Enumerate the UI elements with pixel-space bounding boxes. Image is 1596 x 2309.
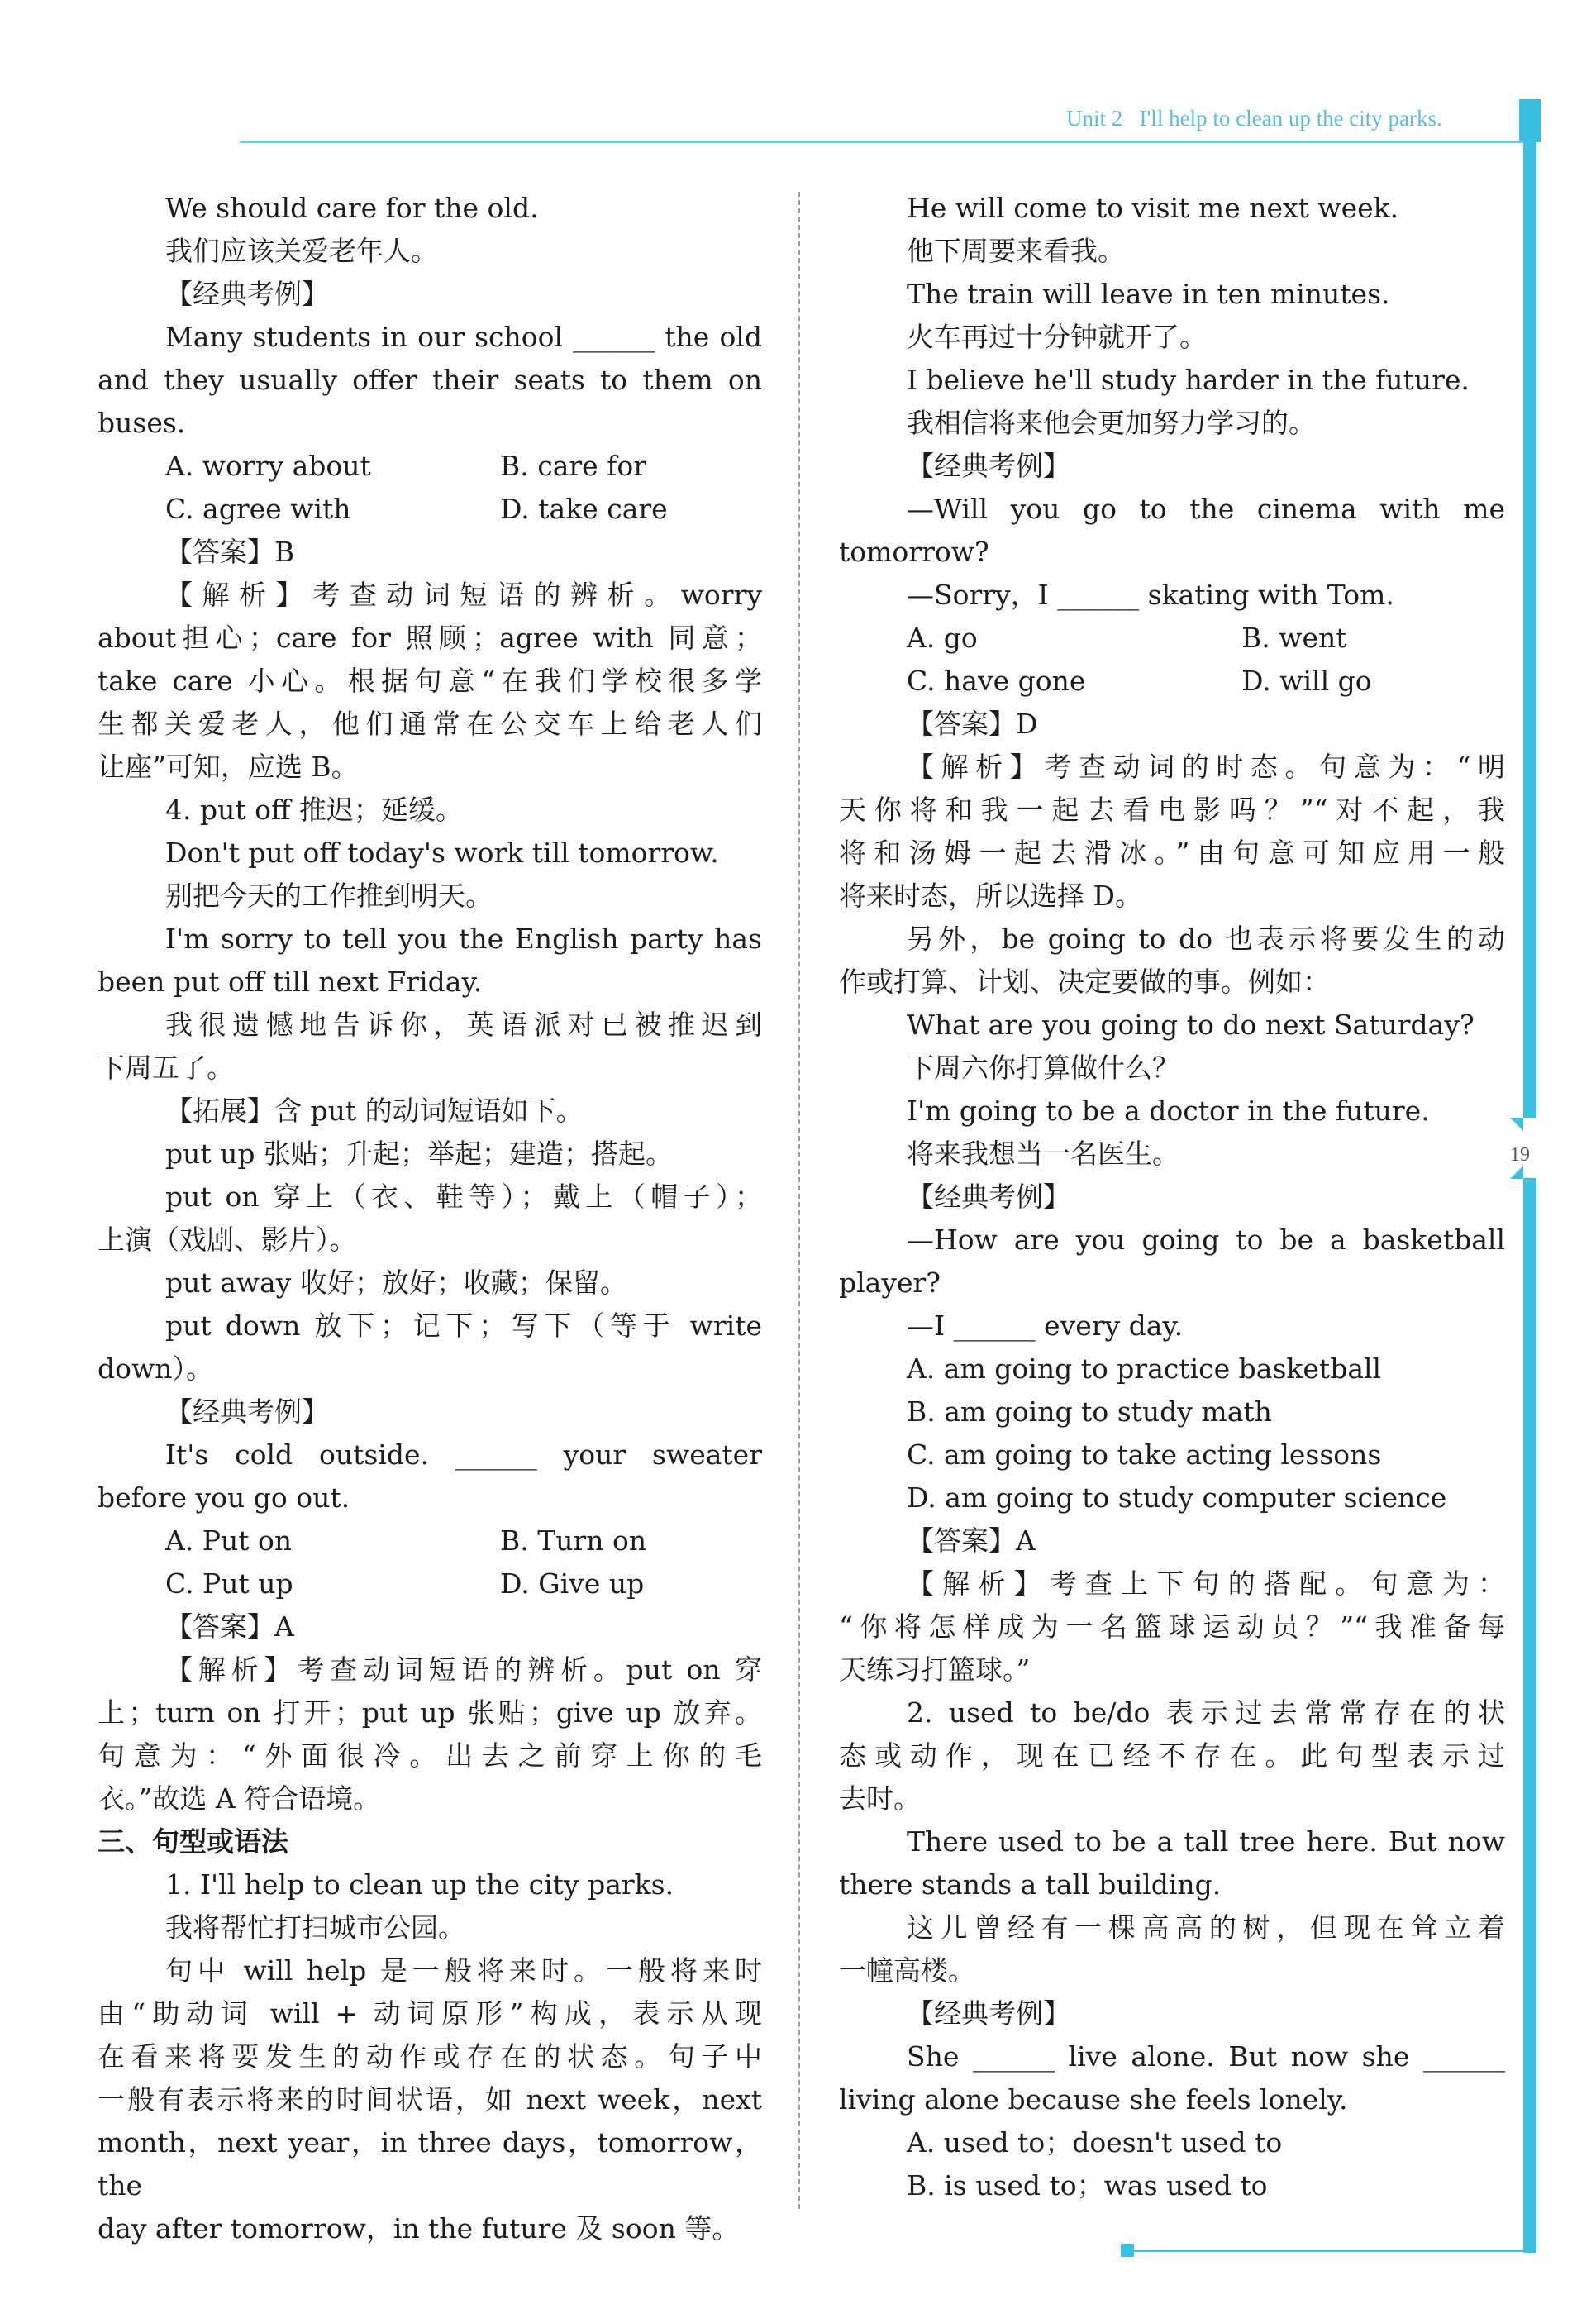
page-number: 19 xyxy=(1510,1144,1530,1166)
edge-notch-bottom xyxy=(1510,1166,1523,1179)
column-divider xyxy=(798,192,800,2209)
translation: 火车再过十分钟就开了。 xyxy=(907,321,1207,353)
question-text: —Will you go to the cinema with me xyxy=(907,493,1505,525)
translation: 这儿曾经有一棵高高的树，但现在耸立着 xyxy=(907,1911,1505,1944)
answer: 【答案】D xyxy=(907,708,1038,740)
option-d: D. am going to study computer science xyxy=(907,1481,1447,1514)
question-text: buses. xyxy=(98,407,186,439)
footer-rule xyxy=(1124,2250,1529,2252)
grammar-note: 去时。 xyxy=(839,1782,921,1815)
section-label-example: 【经典考例】 xyxy=(165,1395,329,1428)
option-c: C. Put up xyxy=(165,1567,293,1600)
option-a: A. Put on xyxy=(165,1524,293,1557)
phrase-item: down）。 xyxy=(98,1352,213,1385)
right-column xyxy=(839,187,1505,2207)
translation: 我将帮忙打扫城市公园。 xyxy=(165,1911,465,1944)
example-sentence: The train will leave in ten minutes. xyxy=(907,278,1390,310)
question-text: —Sorry，I ______ skating with Tom. xyxy=(907,579,1394,611)
option-a: A. go xyxy=(907,622,978,654)
option-row xyxy=(98,1562,762,1605)
answer: 【答案】A xyxy=(907,1524,1036,1557)
grammar-note: 一般有表示将来的时间状语，如 next week，next xyxy=(98,2083,762,2116)
translation: 别把今天的工作推到明天。 xyxy=(165,880,493,912)
edge-notch-top xyxy=(1510,1118,1523,1131)
analysis: 将来时态，所以选择 D。 xyxy=(839,880,1142,912)
header-unit: Unit 2 xyxy=(1066,106,1123,131)
running-header xyxy=(1066,106,1442,131)
question-text: and they usually offer their seats to them on xyxy=(98,364,762,396)
option-b: B. is used to；was used to xyxy=(907,2169,1268,2202)
grammar-note: 句中 will help 是一般将来时。一般将来时 xyxy=(165,1954,762,1987)
option-a: A. worry about xyxy=(165,450,371,482)
grammar-note: 由“助动词 will + 动词原形”构成，表示从现 xyxy=(98,1997,762,2030)
section-heading: 三、句型或语法 xyxy=(98,1825,288,1858)
translation: 我很遗憾地告诉你，英语派对已被推迟到 xyxy=(165,1009,762,1041)
question-text: Many students in our school ______ the old xyxy=(165,321,762,353)
question-text: —I ______ every day. xyxy=(907,1310,1184,1342)
option-a: A. used to；doesn't used to xyxy=(907,2126,1283,2159)
analysis: 让座”可知，应选 B。 xyxy=(98,751,359,783)
answer: 【答案】A xyxy=(165,1610,294,1643)
example-sentence: There used to be a tall tree here. But now xyxy=(907,1825,1505,1858)
translation: 我们应该关爱老年人。 xyxy=(165,235,438,267)
option-row xyxy=(839,660,1505,703)
question-text: tomorrow? xyxy=(839,536,989,568)
phrase-item: put up 张贴；升起；举起；建造；搭起。 xyxy=(165,1138,673,1170)
left-column xyxy=(98,187,762,2250)
pattern-heading: 2. used to be/do 表示过去常常存在的状 xyxy=(907,1696,1505,1729)
translation: 下周六你打算做什么？ xyxy=(907,1052,1179,1084)
question-text: —How are you going to be a basketball xyxy=(907,1224,1505,1256)
option-row xyxy=(98,488,762,531)
question-text: before you go out. xyxy=(98,1481,350,1514)
option-c: C. have gone xyxy=(907,665,1086,697)
header-rule xyxy=(240,141,1529,143)
analysis: 句意为：“外面很冷。出去之前穿上你的毛 xyxy=(98,1739,762,1772)
edge-bar-top xyxy=(1523,142,1536,1118)
option-row xyxy=(98,445,762,488)
example-sentence: I'm going to be a doctor in the future. xyxy=(907,1095,1430,1127)
section-label-example: 【经典考例】 xyxy=(907,450,1070,482)
question-text: player? xyxy=(839,1267,941,1299)
phrase-item: put away 收好；放好；收藏；保留。 xyxy=(165,1267,627,1299)
section-label-example: 【经典考例】 xyxy=(165,278,329,310)
option-a: A. am going to practice basketball xyxy=(907,1352,1382,1385)
analysis: 衣。”故选 A 符合语境。 xyxy=(98,1782,381,1815)
question-text: It's cold outside. ______ your sweater xyxy=(165,1438,762,1471)
option-d: D. take care xyxy=(500,493,668,525)
grammar-note: 态或动作，现在已经不存在。此句型表示过 xyxy=(839,1739,1505,1772)
translation: 下周五了。 xyxy=(98,1052,234,1084)
analysis: 【解析】考查动词的时态。句意为：“明 xyxy=(907,751,1505,783)
analysis: 上；turn on 打开；put up 张贴；give up 放弃。 xyxy=(98,1696,762,1729)
question-text: living alone because she feels lonely. xyxy=(839,2083,1348,2116)
analysis: 【解析】考查动词短语的辨析。worry xyxy=(165,579,762,611)
translation: 他下周要来看我。 xyxy=(907,235,1125,267)
analysis: 天练习打篮球。” xyxy=(839,1653,1031,1686)
phrase-item: 上演（戏剧、影片）。 xyxy=(98,1224,357,1256)
section-label-example: 【经典考例】 xyxy=(907,1181,1070,1213)
analysis: 天你将和我一起去看电影吗？”“对不起，我 xyxy=(839,794,1505,826)
grammar-note: 作或打算、计划、决定要做的事。例如： xyxy=(839,966,1330,998)
option-c: C. agree with xyxy=(165,493,351,525)
option-c: C. am going to take acting lessons xyxy=(907,1438,1382,1471)
option-row xyxy=(98,1519,762,1562)
option-b: B. Turn on xyxy=(500,1524,647,1557)
option-d: D. Give up xyxy=(500,1567,645,1600)
option-row xyxy=(839,617,1505,660)
section-label-extension: 【拓展】含 put 的动词短语如下。 xyxy=(165,1095,584,1127)
example-sentence: I'm sorry to tell you the English party has xyxy=(165,923,762,955)
example-sentence: been put off till next Friday. xyxy=(98,966,483,998)
option-b: B. am going to study math xyxy=(907,1395,1272,1428)
option-b: B. went xyxy=(1241,622,1347,654)
analysis: 【解析】考查动词短语的辨析。put on 穿 xyxy=(165,1653,762,1686)
example-sentence: We should care for the old. xyxy=(165,192,539,224)
translation: 我相信将来他会更加努力学习的。 xyxy=(907,407,1316,439)
option-d: D. will go xyxy=(1241,665,1372,697)
grammar-note: month，next year，in three days，tomorrow，the xyxy=(98,2126,762,2202)
analysis: 【解析】考查上下句的搭配。句意为： xyxy=(907,1567,1505,1600)
question-text: She ______ live alone. But now she ______ xyxy=(907,2040,1505,2073)
phrase-item: put on 穿上（衣、鞋等）；戴上（帽子）； xyxy=(165,1181,762,1213)
example-sentence: I believe he'll study harder in the future. xyxy=(907,364,1470,396)
phrase-item: put down 放下；记下；写下（等于 write xyxy=(165,1310,762,1342)
edge-bar-bottom xyxy=(1523,1178,1536,2253)
option-b: B. care for xyxy=(500,450,647,482)
phrase-heading: 4. put off 推迟；延缓。 xyxy=(165,794,463,826)
translation: 一幢高楼。 xyxy=(839,1954,975,1987)
example-sentence: Don't put off today's work till tomorrow. xyxy=(165,837,719,869)
answer: 【答案】B xyxy=(165,536,295,568)
pattern-heading: 1. I'll help to clean up the city parks. xyxy=(165,1868,674,1901)
translation: 将来我想当一名医生。 xyxy=(907,1138,1179,1170)
analysis: “你将怎样成为一名篮球运动员？”“我准备每 xyxy=(839,1610,1505,1643)
grammar-note: 在看来将要发生的动作或存在的状态。句子中 xyxy=(98,2040,762,2073)
example-sentence: there stands a tall building. xyxy=(839,1868,1222,1901)
analysis: 生都关爱老人，他们通常在公交车上给老人们 xyxy=(98,708,762,740)
example-sentence: What are you going to do next Saturday? xyxy=(907,1009,1475,1041)
analysis: 将和汤姆一起去滑冰。”由句意可知应用一般 xyxy=(839,837,1505,869)
example-sentence: He will come to visit me next week. xyxy=(907,192,1399,224)
header-title: I'll help to clean up the city parks. xyxy=(1139,106,1442,131)
grammar-note: day after tomorrow，in the future 及 soon 等。 xyxy=(98,2212,740,2245)
analysis: take care 小心。根据句意“在我们学校很多学 xyxy=(98,665,762,697)
section-label-example: 【经典考例】 xyxy=(907,1997,1070,2030)
grammar-note: 另外，be going to do 也表示将要发生的动 xyxy=(907,923,1505,955)
analysis: about担心；care for 照顾；agree with 同意； xyxy=(98,622,762,654)
header-tab-decoration xyxy=(1519,99,1541,142)
